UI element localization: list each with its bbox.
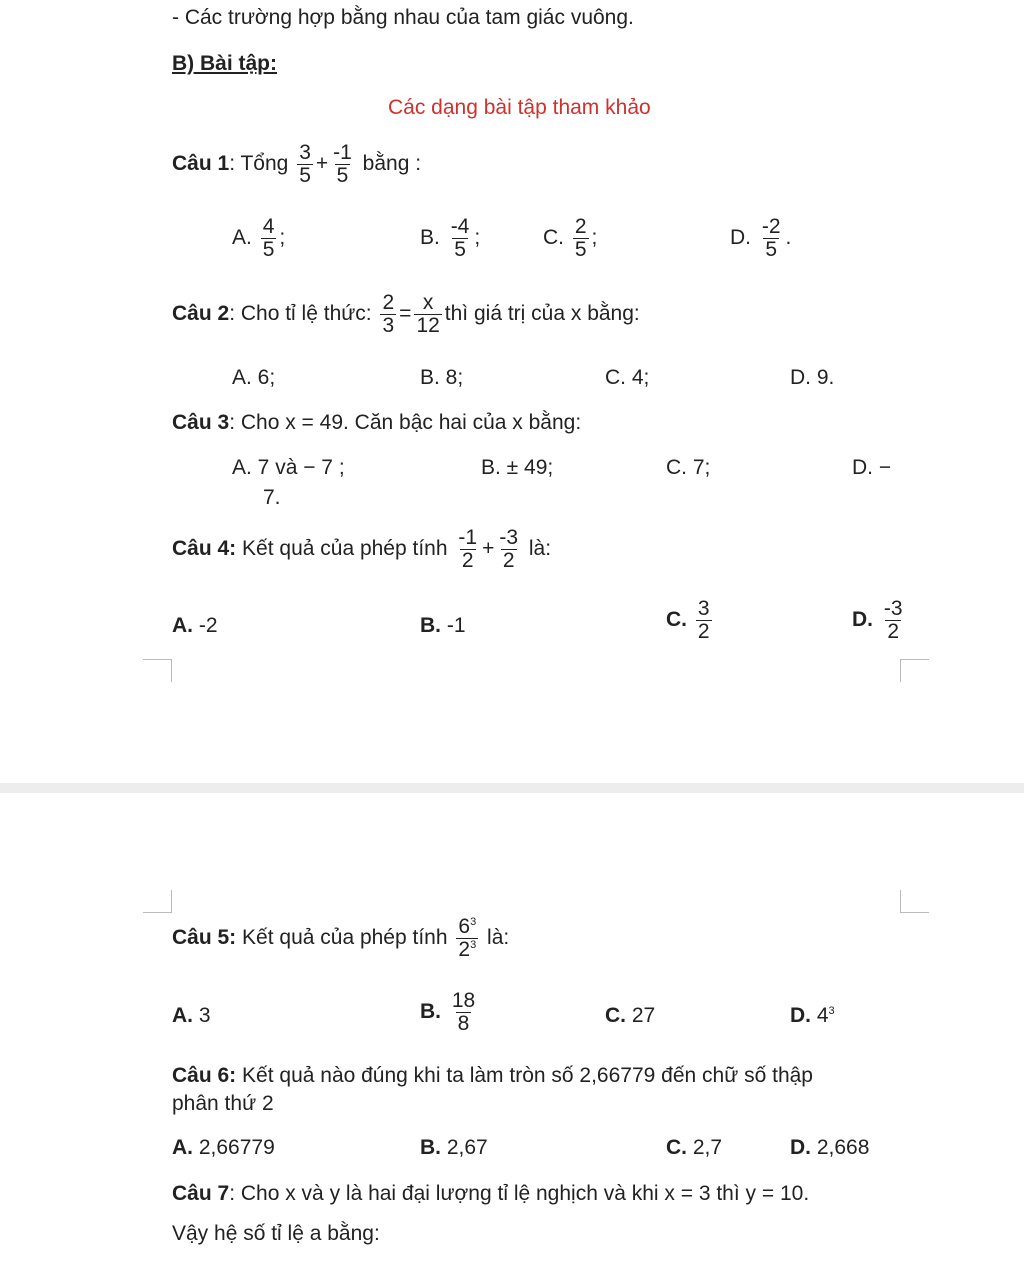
- question-5-option-a: A. 3: [172, 1004, 211, 1027]
- question-3-option-d: D. −: [852, 456, 892, 479]
- question-5-option-b: B. $\frac{18}{8}$: [420, 989, 476, 1036]
- question-7-line-1: : Cho x và y là hai đại lượng tỉ lệ nghịch và khi x = 3 thì y = 10.: [229, 1182, 810, 1205]
- question-4-option-c: C. $\frac{3}{2}$: [666, 597, 710, 644]
- question-1-text-before: : Tổng: [229, 152, 289, 176]
- question-5-fraction: $\frac{6^3}{2^3}$: [458, 915, 477, 962]
- question-4-option-b: B. -1: [420, 614, 466, 637]
- question-1-fraction-2: $\frac{-1}{5}$: [333, 141, 352, 188]
- question-3: [172, 411, 581, 435]
- intro-line: - Các trường hợp bằng nhau của tam giác vuông.: [172, 6, 634, 29]
- question-2-fraction-2: $\frac{x}{12}$: [416, 291, 440, 338]
- question-2-text-after: thì giá trị của x bằng:: [444, 302, 640, 326]
- question-6-line-1: Kết quả nào đúng khi ta làm tròn số 2,66779 đến chữ số thập: [242, 1064, 813, 1087]
- question-4-text-after: là:: [528, 537, 552, 561]
- question-2-text-before: : Cho tỉ lệ thức:: [229, 302, 372, 326]
- question-4-option-d: D. $\frac{-3}{2}$: [852, 597, 903, 644]
- question-7-line-2: Vậy hệ số tỉ lệ a bằng:: [172, 1222, 380, 1245]
- question-6-line-2: phân thứ 2: [172, 1092, 274, 1115]
- question-3-option-c: C. 7;: [666, 456, 711, 479]
- question-1: [172, 142, 421, 187]
- question-6-label: Câu 6:: [172, 1064, 237, 1087]
- question-2-option-b: B. 8;: [420, 366, 464, 389]
- margin-corner-mark: [143, 890, 172, 913]
- question-1-operator: +: [315, 152, 329, 176]
- margin-corner-mark: [900, 890, 929, 913]
- question-4-option-a: A. -2: [172, 614, 218, 637]
- question-6-option-a: A. 2,66779: [172, 1136, 275, 1159]
- question-1-option-a: A. $\frac{4}{5}$ ;: [232, 215, 286, 262]
- question-6-option-d: D. 2,668: [790, 1136, 870, 1159]
- question-6-option-b: B. 2,67: [420, 1136, 488, 1159]
- question-1-fraction-1: $\frac{3}{5}$: [299, 141, 311, 188]
- page-separator: [0, 783, 1024, 793]
- question-4-label: Câu 4:: [172, 537, 237, 561]
- question-5-option-d: D. $4^3$: [790, 1004, 835, 1027]
- question-2-label: Câu 2: [172, 302, 230, 326]
- margin-corner-mark: [900, 659, 929, 682]
- question-5-option-c: C. 27: [605, 1004, 656, 1027]
- question-3-option-a: A. 7 và − 7 ;: [232, 456, 345, 479]
- question-5-label: Câu 5:: [172, 926, 237, 950]
- question-2-operator: =: [399, 302, 412, 326]
- margin-corner-mark: [143, 659, 172, 682]
- question-4: [172, 527, 551, 572]
- question-6-option-c: C. 2,7: [666, 1136, 723, 1159]
- question-2-fraction-1: $\frac{2}{3}$: [382, 291, 395, 338]
- question-5-text-before: Kết quả của phép tính: [242, 926, 448, 950]
- question-1-option-d: D. $\frac{-2}{5}$ .: [730, 215, 792, 262]
- question-1-text-after: bằng :: [362, 152, 422, 176]
- question-7: [172, 1182, 809, 1206]
- subtitle: Các dạng bài tập tham khảo: [388, 96, 651, 119]
- question-4-operator: +: [482, 537, 495, 561]
- question-7-label: Câu 7: [172, 1182, 230, 1205]
- question-2-option-d: D. 9.: [790, 366, 835, 389]
- question-5: [172, 916, 509, 961]
- question-4-fraction-1: $\frac{-1}{2}$: [458, 526, 478, 573]
- question-6: [172, 1064, 813, 1088]
- question-1-option-b: B. $\frac{-4}{5}$ ;: [420, 215, 481, 262]
- question-4-text-before: Kết quả của phép tính: [242, 537, 448, 561]
- question-5-text-after: là:: [487, 926, 510, 950]
- question-3-option-b: B. ± 49;: [481, 456, 554, 479]
- question-2-option-a: A. 6;: [232, 366, 276, 389]
- section-title: B) Bài tập:: [172, 52, 277, 75]
- question-1-label: Câu 1: [172, 152, 230, 176]
- question-3-text: : Cho x = 49. Căn bậc hai của x bằng:: [229, 411, 582, 434]
- question-4-fraction-2: $\frac{-3}{2}$: [499, 526, 519, 573]
- question-1-option-c: C. $\frac{2}{5}$ ;: [543, 215, 598, 262]
- question-3-label: Câu 3: [172, 411, 230, 434]
- question-2-option-c: C. 4;: [605, 366, 650, 389]
- question-2: [172, 292, 640, 337]
- question-3-option-a-wrap: 7.: [263, 486, 281, 509]
